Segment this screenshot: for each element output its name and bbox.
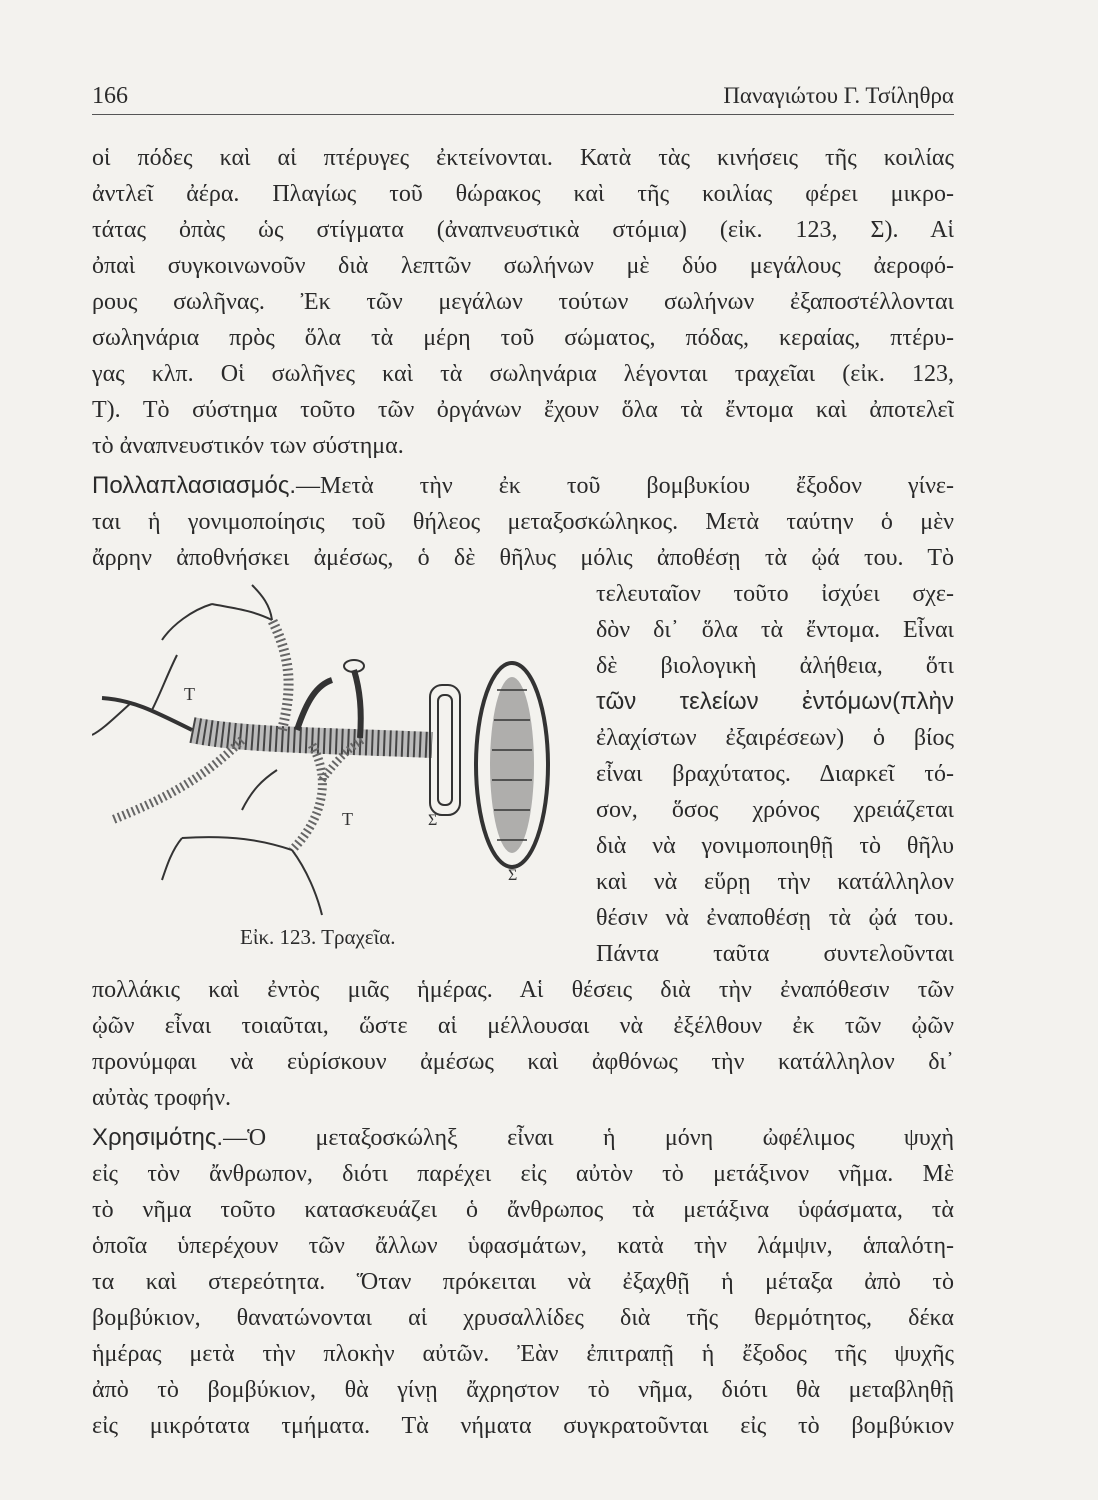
section-first-line [92,1120,954,1156]
wrap-line: σον, ὅσος χρόνος χρειάζεται [596,797,954,823]
page-number: 166 [92,83,128,109]
label-t-upper: Τ [184,684,195,704]
text-line: σωληνάρια πρὸς ὅλα τὰ μέρη τοῦ σώματος, πόδας, κεραίας, πτέρυ- [92,325,954,351]
wrap-line: διὰ νὰ γονιμοποιηθῇ τὸ θῆλυ [596,833,954,859]
wrap-line: θέσιν νὰ ἐναποθέσῃ τὰ ᾠά του. [596,905,954,931]
text-line: τάτας ὀπὰς ὡς στίγματα (ἀναπνευστικὰ στόμια) (εἰκ. 123, Σ). Αἱ [92,217,954,243]
page-header [92,78,954,115]
wrap-line: τελευταῖον τοῦτο ἰσχύει σχε- [596,581,954,607]
text-line: τα καὶ στερεότητα. Ὅταν πρόκειται νὰ ἐξαχθῇ ἡ μέταξα ἀπὸ τὸ [92,1269,954,1295]
wrap-line: καὶ νὰ εὕρῃ τὴν κατάλληλον [596,869,954,895]
section-text: —Μετὰ τὴν ἐκ τοῦ βομβυκίου ἔξοδον γίνε- [296,473,954,499]
label-s-body: Σ [508,867,518,884]
text-line: ἀντλεῖ ἀέρα. Πλαγίως τοῦ θώρακος καὶ τῆς κοιλίας φέρει μικρο- [92,181,954,207]
text-line: ὁποῖα ὑπερέχουν τῶν ἄλλων ὑφασμάτων, κατὰ τὴν λάμψιν, ἁπαλότη- [92,1233,954,1259]
running-title: Παναγιώτου Γ. Τσίληθρα [723,83,954,108]
section-heading: Χρησιμότης. [92,1124,224,1151]
text-line: οἱ πόδες καὶ αἱ πτέρυγες ἐκτείνονται. Κατὰ τὰς κινήσεις τῆς κοιλίας [92,145,954,171]
text-line: εἰς μικρότατα τμήματα. Τὰ νήματα συγκρατοῦνται εἰς τὸ βομβύκιον [92,1413,954,1439]
figure-caption: Εἰκ. 123. Τραχεῖα. [240,925,396,949]
text-line: εἰς τὸν ἄνθρωπον, διότι παρέχει εἰς αὐτὸν τὸ μετάξινον νῆμα. Μὲ [92,1161,954,1187]
section-text: —Ὁ μεταξοσκώληξ εἶναι ἡ μόνη ὠφέλιμος ψυχὴ [223,1125,954,1151]
wrap-line: ἐλαχίστων ἐξαιρέσεων) ὁ βίος [596,725,954,751]
text-line: πολλάκις καὶ ἐντὸς μιᾶς ἡμέρας. Αἱ θέσεις διὰ τὴν ἐναπόθεσιν τῶν [92,977,954,1003]
trachea-illustration [92,580,582,920]
text-line: προνύμφαι νὰ εὑρίσκουν ἀμέσως καὶ ἀφθόνως τὴν κατάλληλον δι᾽ [92,1049,954,1075]
wrap-line: δὲ βιολογικὴ ἀλήθεια, ὅτι [596,653,954,679]
text-line: Τ). Τὸ σύστημα τοῦτο τῶν ὀργάνων ἔχουν ὅλα τὰ ἔντομα καὶ ἀποτελεῖ [92,397,954,423]
label-t-lower: Τ [342,809,353,829]
section-first-line [92,468,954,504]
section-heading: Πολλαπλασιασμός. [92,472,297,499]
figure-trachea [92,580,582,920]
text-line: ἡμέρας μετὰ τὴν πλοκὴν αὐτῶν. Ἐὰν ἐπιτραπῇ ἡ ἔξοδος τῆς ψυχῆς [92,1341,954,1367]
text-line: ἄρρην ἀποθνήσκει ἀμέσως, ὁ δὲ θῆλυς μόλις ἀποθέσῃ τὰ ᾠά του. Τὸ [92,545,954,571]
text-line: αὐτὰς τροφήν. [92,1085,232,1111]
wrap-line: δὸν δι᾽ ὅλα τὰ ἔντομα. Εἶναι [596,617,954,643]
text-line: γας κλπ. Οἱ σωλῆνες καὶ τὰ σωληνάρια λέγονται τραχεῖαι (εἰκ. 123, [92,361,954,387]
label-s-spiracle: Σ [428,812,438,829]
text-line: βομβύκιον, θανατώνονται αἱ χρυσαλλίδες διὰ τῆς θερμότητος, δέκα [92,1305,954,1331]
text-line: τὸ ἀναπνευστικόν των σύστημα. [92,433,404,459]
text-line: ἀπὸ τὸ βομβύκιον, θὰ γίνῃ ἄχρηστον τὸ νῆμα, διότι θὰ μεταβληθῇ [92,1377,954,1403]
text-line: ὀπαὶ συγκοινωνοῦν διὰ λεπτῶν σωλήνων μὲ δύο μεγάλους ἀεροφό- [92,253,954,279]
text-line: τὸ νῆμα τοῦτο κατασκευάζει ὁ ἄνθρωπος τὰ μετάξινα ὑφάσματα, τὰ [92,1197,954,1223]
text-line: ᾠῶν εἶναι τοιαῦται, ὥστε αἱ μέλλουσαι νὰ ἐξέλθουν ἐκ τῶν ᾠῶν [92,1013,954,1039]
wrap-line: εἶναι βραχύτατος. Διαρκεῖ τό- [596,761,954,787]
wrap-line: Πάντα ταῦτα συντελοῦνται [596,941,954,967]
wrap-line: τῶν τελείων ἐντόμων(πλὴν [596,688,954,715]
text-line: ται ἡ γονιμοποίησις τοῦ θήλεος μεταξοσκώληκος. Μετὰ ταύτην ὁ μὲν [92,509,954,535]
text-line: ρους σωλῆνας. Ἐκ τῶν μεγάλων τούτων σωλήνων ἐξαποστέλλονται [92,289,954,315]
